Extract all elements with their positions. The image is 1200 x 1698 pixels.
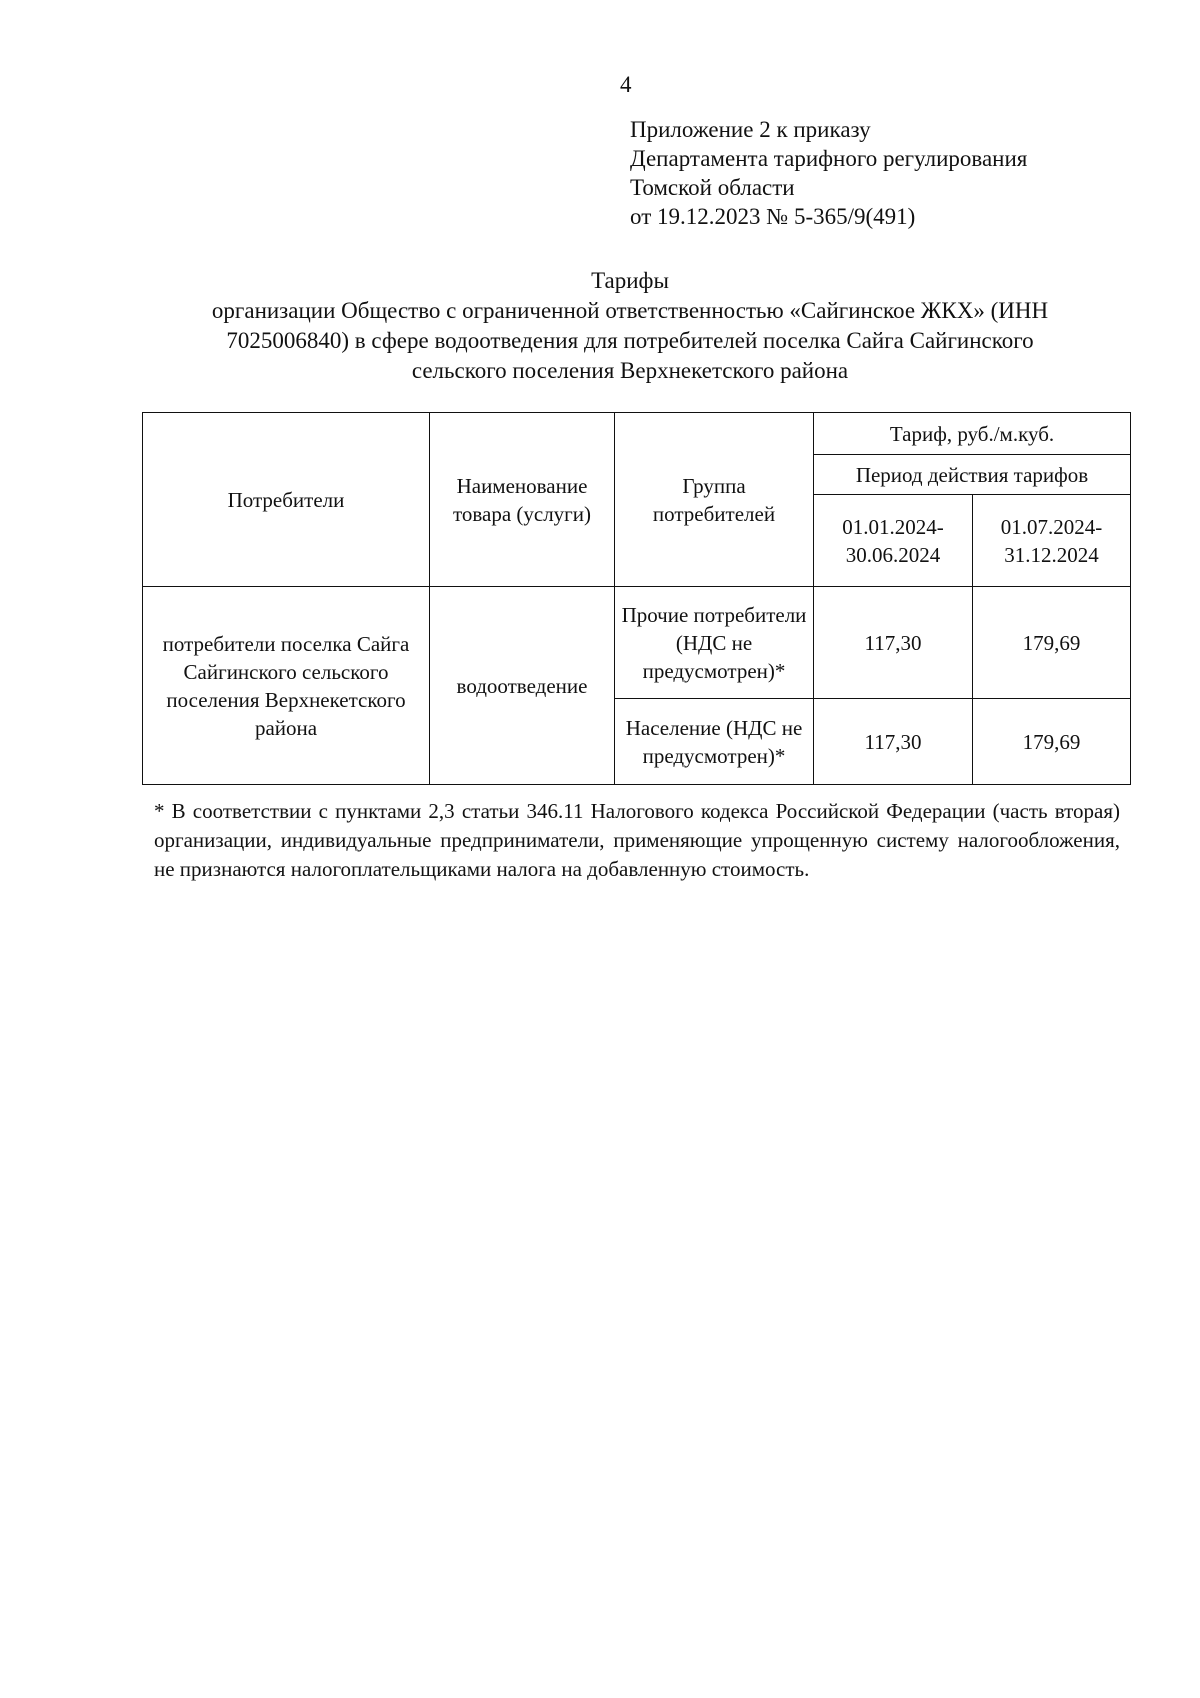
- header-period-1: 01.01.2024-30.06.2024: [814, 495, 973, 587]
- title-line: организации Общество с ограниченной ответственностью «Сайгинское ЖКХ» (ИНН: [211, 298, 1049, 323]
- consumers-cell: потребители поселка Сайга Сайгинского сельского поселения Верхнекетского района: [143, 587, 430, 785]
- header-period-2: 01.07.2024-31.12.2024: [973, 495, 1131, 587]
- title-heading: Тарифы: [591, 268, 669, 293]
- header-consumers: Потребители: [143, 413, 430, 587]
- document-title: [130, 266, 1130, 386]
- page-number: 4: [620, 72, 632, 97]
- appendix-note: [630, 115, 1027, 231]
- group-cell: Население (НДС не предусмотрен)*: [615, 699, 814, 785]
- appendix-line: Томской области: [630, 175, 795, 200]
- group-cell: Прочие потребители (НДС не предусмотрен)*: [615, 587, 814, 699]
- footnote: * В соответствии с пунктами 2,3 статьи 346.11 Налогового кодекса Российской Федерации (часть вторая) организации, индивидуальные предприниматели, применяющие упрощенную систему налогообложения, не признаются налогоплательщиками налога на добавленную стоимость.: [154, 799, 1120, 881]
- header-group: Группа потребителей: [615, 413, 814, 587]
- header-service: Наименование товара (услуги): [430, 413, 615, 587]
- tariff-value: 179,69: [973, 587, 1131, 699]
- appendix-line: Департамента тарифного регулирования: [630, 146, 1028, 171]
- title-line: 7025006840) в сфере водоотведения для потребителей поселка Сайга Сайгинского: [226, 328, 1034, 353]
- header-tariff: Тариф, руб./м.куб.: [814, 413, 1131, 455]
- appendix-line: Приложение 2 к приказу: [630, 117, 871, 142]
- tariff-value: 117,30: [814, 587, 973, 699]
- appendix-line: от 19.12.2023 № 5-365/9(491): [630, 204, 916, 229]
- tariff-value: 117,30: [814, 699, 973, 785]
- service-cell: водоотведение: [430, 587, 615, 785]
- header-period: Период действия тарифов: [814, 455, 1131, 495]
- tariff-value: 179,69: [973, 699, 1131, 785]
- tariff-table: [142, 412, 1131, 785]
- title-line: сельского поселения Верхнекетского района: [411, 358, 849, 383]
